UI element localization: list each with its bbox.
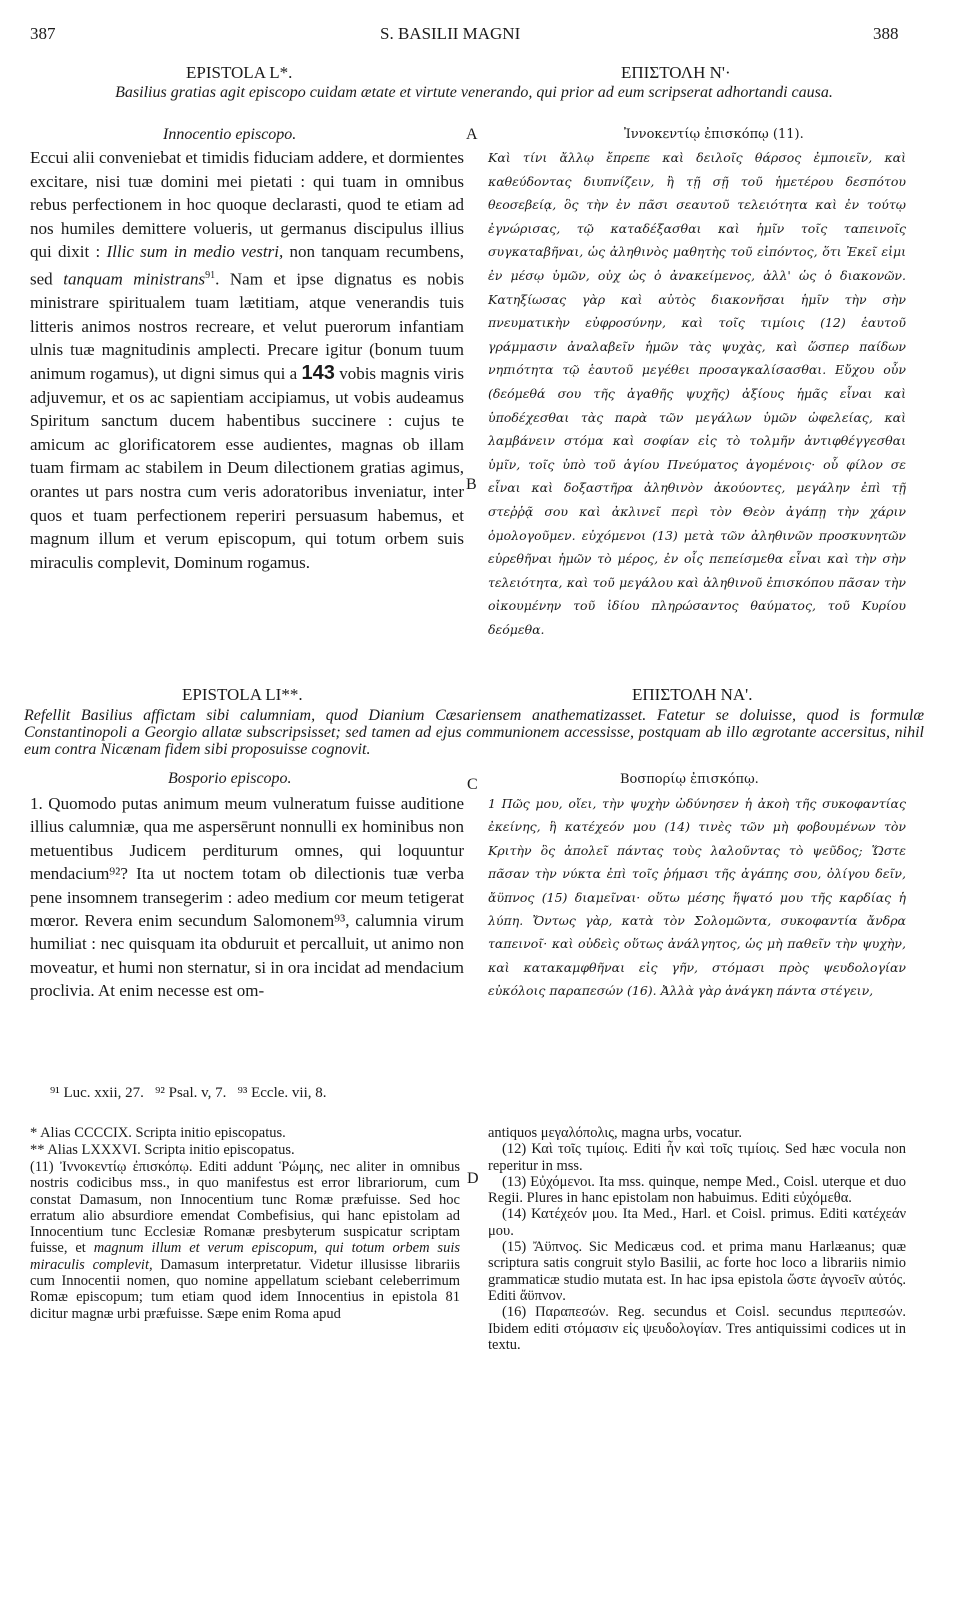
latin-text-part: vobis magnis viris adjuvemur, et os ac sapientiam accipiamus, ut vobis audeamus Spiritum sanctum ducem habentibus succinere : cujus te amicum ac glorificatorem esse audientes, magnas ob illam tuam firmam ac stabilem in Deum dilectionem gratias agimus, orantes ut pars nostra cum veris adoratoribus inveniatur, inter quos et tuam perfectionem reperiri persuasum habemus, et magnum illum et verum episcopum, qui totum orbem suis miraculis complevit, Dominum rogamus.	[30, 364, 464, 572]
scripture-quote: Illic sum in medio vestri,	[106, 242, 284, 262]
latin-text-part: non tanquam recumbens, sed	[30, 242, 464, 289]
note-continuation: antiquos μεγαλόπολις, magna urbs, vocatur.	[488, 1125, 743, 1141]
margin-letter-c: C	[467, 776, 478, 793]
letter50-salutation-latin: Innocentio episcopo.	[163, 126, 297, 143]
letter50-title-latin: EPISTOLA L*.	[186, 63, 293, 82]
note-text: (11) Ἰννοκεντίῳ ἐπισκόπῳ. Editi addunt Ῥώμης, nec aliter in omnibus nostris codicibus mss., in quo manifestus est error librariorum, cum constat Damasum, non Innocentium tunc Romæ præfuisse. Sed hoc erratum alio absurdiore emendat Combefisius, qui hanc epistolam ad Innocentium tunc Ecclesiæ Romanæ presbyterum suspicatur scriptam fuisse, et	[30, 1159, 460, 1257]
note-15: (15) Ἄϋπνος. Sic Medicæus cod. et prima manu Harlæanus; quæ scriptura satis congruit stylo Basilii, ac forte hoc loco a librariis nimio grammaticæ studio mutata est. In hac ipsa epistola ὥστε ἀγνοεῖν αὐτός. Editi ἄϋπνον.	[488, 1239, 906, 1304]
page-number-left: 387	[30, 24, 56, 43]
latin-text-part: . Nam et ipse dignatus es nobis ministrare spiritualem tuam lætitiam, atque venerandis tuis litteris animos nostros recreare, et velut puerorum infantiam ulnis tuæ magnitudinis amplecti. Precare igitur (bonum tuum animum rogamus), ut digni simus qui a	[30, 269, 465, 383]
letter51-title-greek: ΕΠΙΣΤΟΛΗ ΝΑ'.	[632, 685, 753, 704]
scripture-footnotes: ⁹¹ Luc. xxii, 27. ⁹² Psal. v, 7. ⁹³ Eccle. vii, 8.	[50, 1085, 327, 1101]
scripture-quote: tanquam ministrans	[63, 269, 206, 289]
letter51-greek-text: 1 Πῶς μου, οἴει, τὴν ψυχὴν ὠδύνησεν ἡ ἀκοὴ τῆς συκοφαντίας ἐκείνης, ἣ κατέχεόν μου (14) τινὲς τῶν μὴ φοβουμένων τὸν Κριτὴν ὃς ἀπολεῖ πάντας τοὺς λαλοῦντας τὸ ψεῦδος; Ὥστε πᾶσαν τὴν νύκτα ἐπὶ τοῖς ῥήμασι τῆς ἀγάπης σου, ὀλίγου δεῖν, ἄϋπνος (15) διαμεῖναι· οὕτω μέσης ἥψατό μου τῆς καρδίας ἡ λύπη. Ὄντως γὰρ, κατὰ τὸν Σολομῶντα, συκοφαντία ἄνδρα ταπεινοῖ· καὶ οὐδεὶς οὕτως ἀνάλγητος, ὡς μὴ παθεῖν τὴν ψυχὴν, καὶ κατακαμφθῆναι εἰς γῆν, στόμασι πρὸς ψευδολογίαν εὐκόλοις παραπεσών (16). Ἀλλὰ γὰρ ἀνάγκη πάντα στέγειν,	[488, 796, 906, 999]
alias-note-2: ** Alias LXXXVI. Scripta initio episcopatus.	[30, 1142, 295, 1158]
letter50-summary: Basilius gratias agit episcopo cuidam ætate et virtute venerando, qui prior ad eum scripserat adhortandi causa.	[115, 84, 833, 101]
column-page-marker: 143	[301, 362, 335, 384]
running-title: S. BASILII MAGNI	[380, 24, 521, 43]
letter50-latin-text	[30, 146, 464, 574]
margin-letter-b: B	[466, 476, 477, 493]
margin-letter-a: A	[466, 126, 478, 143]
note-13: (13) Εὐχόμενοι. Ita mss. quinque, nempe Med., Coisl. uterque et duo Regii. Plures in hanc epistolam non habuimus. Editi εὐχόμεθα.	[488, 1173, 906, 1207]
letter50-greek-text: Καὶ τίνι ἄλλῳ ἔπρεπε καὶ δειλοῖς θάρσος ἐμποιεῖν, καὶ καθεύδοντας διυπνίζειν, ἢ τῇ σῇ τοῦ ἡμετέρου δεσπότου θεοσεβείᾳ, ὃς τὴν ἐν πᾶσι σεαυτοῦ τελειότητα καὶ ἐν τούτῳ ἐγνώρισας, τῷ καταδέξασθαι καὶ ἡμῖν τοῖς ταπεινοῖς συγκαταβῆναι, ὡς ἀληθινὸς μαθητὴς τοῦ εἰπόντος, ὅτι Ἐκεῖ εἰμι ἐν μέσῳ ὑμῶν, οὐχ ὡς ὁ ἀνακείμενος, ἀλλ' ὡς ὁ διακονῶν. Κατηξίωσας γὰρ καὶ αὐτὸς διακονῆσαι ἡμῖν τὴν σὴν πνευματικὴν εὐφροσύνην, καὶ τοῖς τιμίοις (12) ἑαυτοῦ γράμμασιν ἀναλαβεῖν ἡμῶν τὰς ψυχὰς, καὶ ὥσπερ παίδων νηπιότητα τῷ ἑαυτοῦ μεγέθει προσαγκαλίσασθαι. Εὔχου οὖν (δεόμεθά σου τῆς ἀγαθῆς ψυχῆς) ἀξίους ἡμᾶς εἶναι καὶ ὑποδέχεσθαι τὰς παρὰ τῶν μεγάλων ὑμῶν ὠφελείας, καὶ λαμβάνειν στόμα καὶ σοφίαν εἰς τὸ τολμῆν ἀντιφθέγγεσθαι ὑμῖν, τοῖς ὑπὸ τοῦ ἁγίου Πνεύματος ἀγομένοις· οὗ φίλον σε εἶναι καὶ δοξαστῆρα ἀληθινὸν ἀκούοντες, μεγάλην ἐπὶ τῇ στεῤῥᾷ σου καὶ ἀκλινεῖ περὶ τὸν Θεὸν ἀγάπῃ τὴν χάριν ὁμολογοῦμεν. εὐχόμενοι (13) μετὰ τῶν ἀληθινῶν προσκυνητῶν εὑρεθῆναι ἡμῶν τὸ μέρος, ἐν οἷς πεπείσμεθα εἶναι καὶ τὴν σὴν τελειότητα, καὶ τοῦ μεγάλου καὶ ἀληθινοῦ ἐπισκόπου πᾶσαν τὴν οἰκουμένην τοῦ ἰδίου πληρώσαντος θαύματος, τοῦ Κυρίου δεόμεθα.	[488, 150, 906, 637]
note-16: (16) Παραπεσών. Reg. secundus et Coisl. secundus περιπεσών. Ibidem editi στόμασιν εἰς ψευδολογίαν. Tres antiquissimi codices ut in textu.	[488, 1304, 906, 1353]
letter51-salutation-latin: Bosporio episcopo.	[168, 770, 292, 787]
letter51-latin-text: 1. Quomodo putas animum meum vulneratum fuisse auditione illius calumniæ, qua me aspersērunt nonnulli ex hominibus non metuentibus Judicem perditurum omnes, qui loquuntur mendacium⁹²? Ita ut noctem totam ob dilectionis tuæ verba pene insomnem transegerim : adeo medium cor meum tetigerat mœror. Revera enim secundum Salomonem⁹³, calumnia virum humiliat : nec quisquam ita obduruit et percalluit, ut animo non moveatur, et humi non sternatur, si in ora incidat ad mendacium proclivia. At enim necesse est om-	[30, 794, 464, 1001]
note-11	[30, 1159, 460, 1322]
notes-right	[488, 1125, 906, 1353]
margin-letter-d: D	[467, 1170, 479, 1187]
note-12: (12) Καὶ τοῖς τιμίοις. Editi ἦν καὶ τοῖς τιμίοις. Sed hæc vocula non reperitur in mss.	[488, 1141, 906, 1174]
letter51-salutation-greek: Βοσπορίῳ ἐπισκόπῳ.	[620, 772, 759, 787]
letter50-title-greek: ΕΠΙΣΤΟΛΗ Ν'·	[621, 63, 731, 82]
latin-text-part: Eccui alii conveniebat et timidis fiduciam addere, et dormientes excitare, nisi tuæ domini mei pietati : qui tuam in omnibus rebus perfectionem in hoc quoque declarasti, quod te etiam ad nos humiles demittere volueris, ut germanus discipulus illius qui dixit :	[30, 148, 464, 262]
page-number-right: 388	[873, 24, 899, 43]
note-14: (14) Κατέχεόν μου. Ita Med., Harl. et Coisl. primus. Editi κατέχεάν μου.	[488, 1206, 906, 1239]
note-quote: magnum illum et verum episcopum, qui totum orbem suis miraculis complevit,	[30, 1240, 460, 1273]
letter51-summary: Refellit Basilius affictam sibi calumniam, quod Dianium Cæsariensem anathematizasset. Fatetur se doluisse, quod is formulæ Constantinopoli a Georgio allatæ subscripsisset; sed tamen ad ejus communionem accessisse, postquam ab illo ægrotante accersitus, nihil eum contra Nicænam fidem sibi proposuisse cognovit.	[24, 707, 924, 758]
footnote-ref: 91	[205, 269, 216, 281]
letter51-title-latin: EPISTOLA LI**.	[182, 685, 303, 704]
letter50-salutation-greek: Ἰννοκεντίῳ ἐπισκόπῳ (11).	[624, 127, 804, 142]
note-text: Damasum interpretatur. Videtur illusisse librariis cum Innocentii nomen, quo nomine appellatum sciebant celeberrimum Romæ episcopum; tum etiam quod idem Innocentius in epistola 81 dicitur magnæ urbi præfuisse. Sæpe enim Roma apud	[30, 1256, 460, 1322]
alias-note-1: * Alias CCCCIX. Scripta initio episcopatus.	[30, 1125, 286, 1141]
